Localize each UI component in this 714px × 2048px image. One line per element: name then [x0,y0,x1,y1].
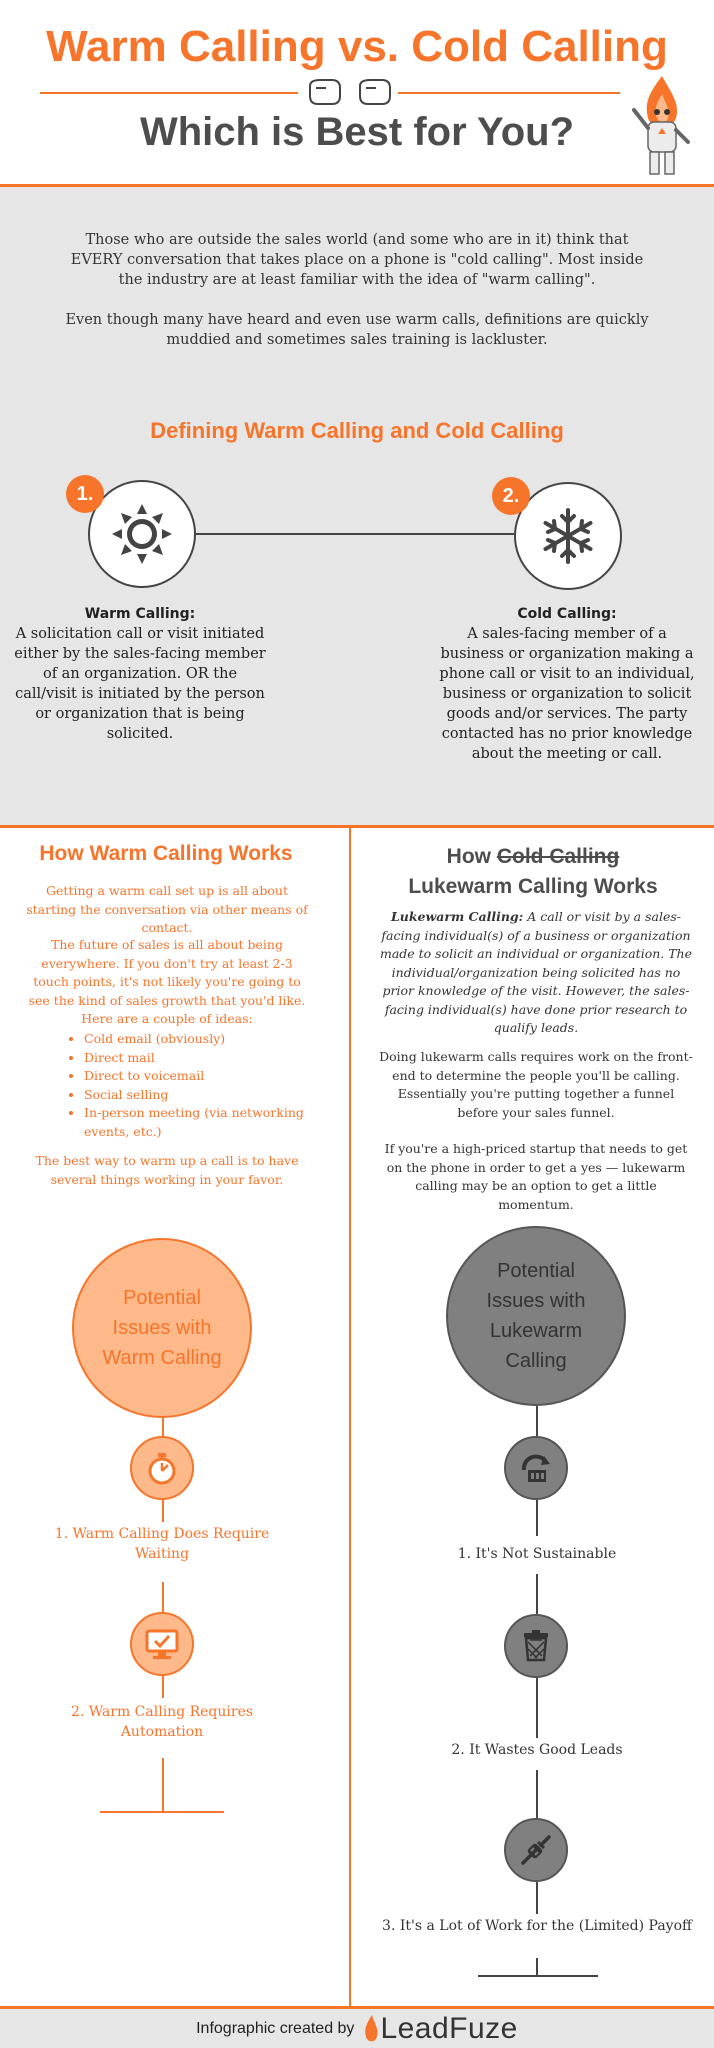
footer [0,2006,714,2048]
mascot-illustration [626,72,698,180]
lukewarm-issues-connector [536,1574,538,1614]
lukewarm-issues-connector [536,1406,538,1438]
warm-issues-circle [72,1238,252,1418]
list-item: • Social selling [84,1086,314,1105]
lukewarm-issues-circle [446,1226,626,1406]
monitor-check-icon [130,1612,194,1676]
boxing-gloves-icon [304,78,396,108]
warm-issues-connector [162,1758,164,1812]
warm-issue-1-label: 1. Warm Calling Does Require Waiting [54,1526,270,1562]
leadfuze-flame-icon [362,2014,380,2044]
intro-paragraph-1: Those who are outside the sales world (and some who are in it) think that EVERY conversation that takes place on a phone is "cold calling". Most inside the industry are at least familiar with the idea of "warm calling". [70,232,644,288]
warm-works-p1: Getting a warm call set up is all about starting the conversation via other means of contact. [26,883,308,935]
sun-icon [88,480,196,588]
recycle-icon [504,1436,568,1500]
warm-term: Warm Calling: [84,606,196,622]
lukewarm-issues-connector [536,1678,538,1738]
lukewarm-issues-connector [536,1882,538,1914]
warm-works-p2: The future of sales is all about being everywhere. If you don't try at least 2-3 touch points, it's not likely you're going to see the kind of sales growth that you'd like. [28,937,306,1008]
list-item: • Direct to voicemail [84,1067,314,1086]
snowflake-icon [514,482,622,590]
lukewarm-works-p2: Doing lukewarm calls requires work on the front-end to determine the people you'll be calling. Essentially you're putting together a funnel before your sales funnel. [379,1049,693,1120]
warm-issues-end-line [100,1811,224,1813]
warm-issues-title: Potential Issues with Warm Calling [102,1287,222,1369]
warm-works-p3: Here are a couple of ideas: [81,1011,253,1026]
list-item: • In-person meeting (via networking events, etc.) [84,1104,314,1141]
warm-number-badge: 1. [66,475,104,513]
cold-definition-text: A sales-facing member of a business or organization making a phone call or visit to an individual, business or organization to solicit goods and/or services. The party contacted has no prior knowledge about the meeting or call. [439,626,695,762]
lukewarm-issues-connector [536,1770,538,1818]
cold-term: Cold Calling: [517,606,617,622]
warm-definition [14,604,266,744]
list-item: • Cold email (obviously) [84,1030,314,1049]
unplugged-icon [504,1818,568,1882]
definition-connector [194,533,514,535]
lukewarm-issues-title: Potential Issues with Lukewarm Calling [486,1260,586,1372]
column-divider [349,828,351,2006]
warm-works-p4: The best way to warm up a call is to have several things working in your favor. [35,1153,299,1187]
trash-icon [504,1614,568,1678]
stopwatch-icon [130,1436,194,1500]
warm-issues-connector [162,1500,164,1522]
footer-credit: Infographic created by [196,2019,355,2037]
cold-definition [436,604,698,764]
lukewarm-issues-connector [536,1958,538,1976]
ideas-list [64,1030,314,1141]
intro-paragraph-2: Even though many have heard and even use warm calls, definitions are quickly muddied and sometimes sales training is lackluster. [65,312,649,348]
lukewarm-heading-prefix: How [446,845,491,868]
cold-number-badge: 2. [492,477,530,515]
warm-issue-2-label: 2. Warm Calling Requires Automation [70,1704,254,1740]
page-title: Warm Calling vs. Cold Calling [46,22,668,71]
warm-definition-text: A solicitation call or visit initiated either by the sales-facing member of an organization. OR the call/visit is initiated by the person or organization that is being solicited. [14,626,266,742]
lukewarm-term: Lukewarm Calling: [391,909,524,924]
lukewarm-issue-1-label: 1. It's Not Sustainable [457,1546,617,1562]
lukewarm-heading-line2: Lukewarm Calling Works [408,875,658,898]
title-divider-left [40,92,298,94]
page-subtitle: Which is Best for You? [139,110,575,154]
lukewarm-issue-2-label: 2. It Wastes Good Leads [451,1742,623,1758]
title-divider-right [398,92,620,94]
footer-brand[interactable]: LeadFuze [380,2011,518,2045]
warm-works-heading: How Warm Calling Works [39,842,293,865]
warm-issues-connector [162,1582,164,1612]
list-item: • Direct mail [84,1049,314,1068]
defining-heading: Defining Warm Calling and Cold Calling [150,418,564,443]
lukewarm-definition [378,908,694,1038]
lukewarm-works-p3: If you're a high-priced startup that needs to get on the phone in order to get a yes — lukewarm calling may be an option to get a little momentum. [384,1141,688,1212]
lukewarm-issue-3-label: 3. It's a Lot of Work for the (Limited) Payoff [382,1918,692,1934]
lukewarm-works-heading [366,842,700,902]
lukewarm-heading-struck: Cold Calling [496,845,620,868]
lukewarm-issues-connector [536,1500,538,1536]
warm-issues-connector [162,1676,164,1698]
lukewarm-definition-text: A call or visit by a sales-facing individual(s) of a business or organization made to solicit an individual or organization. The individual/organization being solicited has no prior knowledge of the visit. However, the sales-facing individual(s) have done prior research to qualify leads. [379,909,693,1035]
lukewarm-issues-end-line [478,1975,598,1977]
